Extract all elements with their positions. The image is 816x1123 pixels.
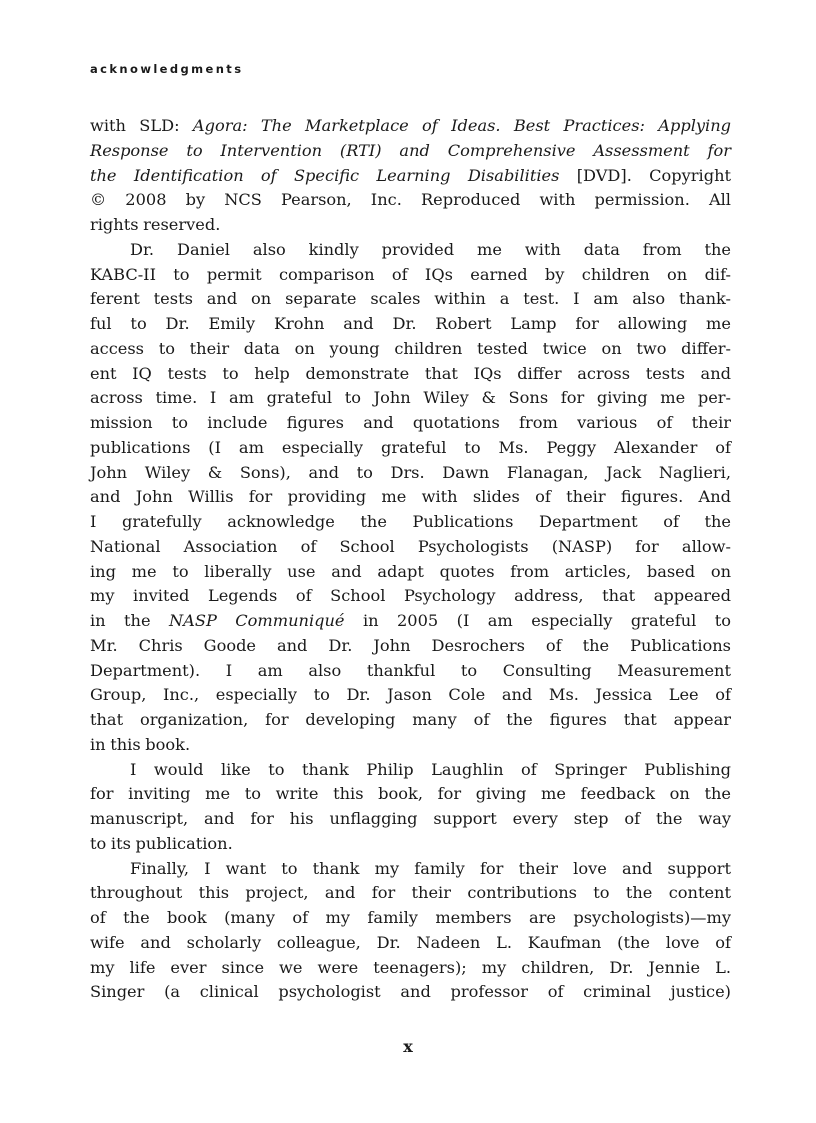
text-run: with SLD:: [90, 116, 193, 135]
text-line: [90, 683, 731, 708]
text-run: access to their data on young children tested twice on two differ-: [90, 338, 731, 358]
text-run: Singer (a clinical psychologist and professor of criminal justice): [90, 982, 731, 1002]
text-line: [90, 287, 731, 312]
text-run: National Association of School Psychologists (NASP) for allow-: [90, 536, 731, 556]
text-line: [90, 263, 731, 288]
text-line: [90, 782, 731, 807]
text-line: [90, 337, 731, 362]
paragraph: [90, 114, 731, 238]
italic-text: the Identification of Specific Learning Disabilities: [90, 165, 560, 185]
body-text: [90, 114, 731, 1005]
text-run: KABC-II to permit comparison of IQs earned by children on dif-: [90, 264, 731, 284]
text-run: © 2008 by NCS Pearson, Inc. Reproduced with permission. All: [90, 190, 731, 210]
text-line: [90, 535, 731, 560]
text-run: John Wiley & Sons), and to Drs. Dawn Flanagan, Jack Naglieri,: [90, 462, 731, 482]
text-run: throughout this project, and for their contributions to the content: [90, 883, 731, 903]
text-line: [90, 857, 731, 882]
text-run: [DVD]. Copyright: [559, 165, 731, 185]
text-run: in the: [90, 611, 169, 630]
text-run: Group, Inc., especially to Dr. Jason Cole and Ms. Jessica Lee of: [90, 685, 731, 705]
text-run: ing me to liberally use and adapt quotes from articles, based on: [90, 561, 731, 581]
text-line: [90, 758, 731, 783]
italic-text: Response to Intervention (RTI) and Comprehensive Assessment for: [90, 140, 731, 160]
text-line: [90, 213, 731, 238]
text-run: and John Willis for providing me with slides of their figures. And: [90, 487, 731, 507]
text-run: Finally, I want to thank my family for their love and support: [130, 858, 731, 878]
text-run: in this book.: [90, 734, 191, 754]
text-run: in 2005 (I am especially grateful to: [344, 611, 732, 630]
text-run: that organization, for developing many of the figures that appear: [90, 710, 731, 729]
text-run: Mr. Chris Goode and Dr. John Desrochers of the Publications: [90, 635, 731, 655]
text-run: I would like to thank Philip Laughlin of Springer Publishing: [130, 759, 731, 779]
italic-text: Agora: The Marketplace of Ideas. Best Practices: Applying: [192, 116, 731, 135]
text-line: [90, 139, 731, 164]
text-line: [90, 708, 731, 733]
text-run: ent IQ tests to help demonstrate that IQs differ across tests and: [90, 363, 731, 383]
text-line: [90, 188, 731, 213]
text-run: ful to Dr. Emily Krohn and Dr. Robert Lamp for allowing me: [90, 314, 731, 333]
text-run: my invited Legends of School Psychology address, that appeared: [90, 586, 731, 606]
text-run: wife and scholarly colleague, Dr. Nadeen L. Kaufman (the love of: [90, 932, 731, 952]
text-line: [90, 733, 731, 758]
text-line: [90, 411, 731, 436]
italic-text: NASP Communiqué: [169, 611, 345, 630]
text-run: my life ever since we were teenagers); my children, Dr. Jennie L.: [90, 957, 731, 977]
text-run: for inviting me to write this book, for giving me feedback on the: [90, 784, 731, 804]
text-run: Department). I am also thankful to Consulting Measurement: [90, 660, 731, 680]
text-line: [90, 436, 731, 461]
text-line: [90, 659, 731, 684]
text-line: [90, 807, 731, 832]
text-line: [90, 461, 731, 486]
text-line: [90, 881, 731, 906]
text-line: [90, 510, 731, 535]
text-run: Dr. Daniel also kindly provided me with data from the: [130, 239, 731, 259]
text-run: mission to include figures and quotations from various of their: [90, 413, 731, 432]
text-line: [90, 634, 731, 659]
page-number: x: [403, 1037, 413, 1056]
running-head: acknowledgments: [90, 62, 244, 76]
text-line: [90, 312, 731, 337]
text-line: [90, 362, 731, 387]
text-run: to its publication.: [90, 833, 233, 853]
text-line: [90, 386, 731, 411]
text-line: [90, 609, 731, 634]
text-line: [90, 114, 731, 139]
text-line: [90, 906, 731, 931]
text-line: [90, 560, 731, 585]
text-line: [90, 164, 731, 189]
text-line: [90, 485, 731, 510]
text-run: rights reserved.: [90, 215, 221, 234]
text-run: across time. I am grateful to John Wiley & Sons for giving me per-: [90, 388, 731, 408]
text-line: [90, 980, 731, 1005]
text-line: [90, 931, 731, 956]
text-line: [90, 584, 731, 609]
paragraph: [90, 758, 731, 857]
text-line: [90, 238, 731, 263]
paragraph: [90, 857, 731, 1006]
text-line: [90, 956, 731, 981]
text-run: ferent tests and on separate scales within a test. I am also thank-: [90, 289, 731, 309]
text-run: manuscript, and for his unflagging support every step of the way: [90, 809, 731, 828]
text-run: of the book (many of my family members are psychologists)—my: [90, 908, 731, 927]
paragraph: [90, 238, 731, 758]
text-line: [90, 832, 731, 857]
text-run: I gratefully acknowledge the Publications Department of the: [90, 512, 731, 531]
text-run: publications (I am especially grateful to Ms. Peggy Alexander of: [90, 437, 731, 457]
